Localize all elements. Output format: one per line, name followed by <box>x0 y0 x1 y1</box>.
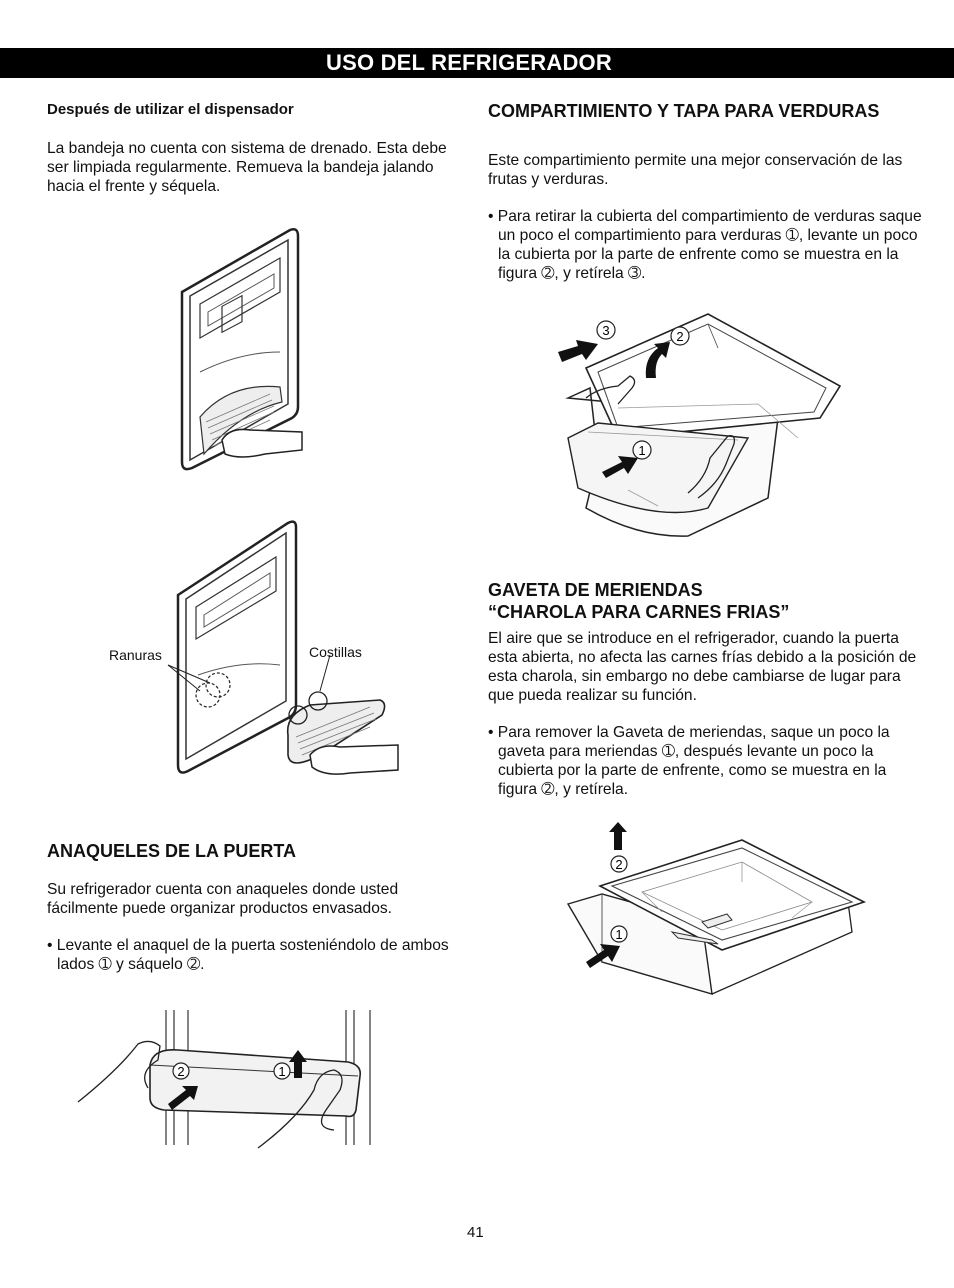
snack-drawer-body: El aire que se introduce en el refrigerador, cuando la puerta esta abierta, no afecta las carnes frías debido a la posición de esta charola, sin embargo no debe cambiarse de lugar para que pueda realizar su función. <box>488 630 917 704</box>
snack-drawer-title-line2: “CHAROLA PARA CARNES FRIAS” <box>488 602 790 622</box>
page-number: 41 <box>467 1224 484 1241</box>
crisper-marker-1: 1 <box>638 443 646 458</box>
crisper-marker-2: 2 <box>676 329 684 344</box>
door-shelves-title: ANAQUELES DE LA PUERTA <box>47 841 297 861</box>
crisper-bullet: • Para retirar la cubierta del compartimiento de verduras saque un poco el compartimiento para verduras ➀, levante un poco la cubierta por la parte de enfrente como se muestra en la figura ➁, y retírela ➂. <box>488 208 922 282</box>
snack-marker-1: 1 <box>615 927 623 942</box>
dispenser-subtitle: Después de utilizar el dispensador <box>47 101 294 118</box>
crisper-title: COMPARTIMIENTO Y TAPA PARA VERDURAS <box>488 101 880 121</box>
door-shelves-bullet: • Levante el anaquel de la puerta sosteniéndolo de ambos lados ➀ y sáquelo ➁. <box>47 937 449 973</box>
crisper-marker-3: 3 <box>602 323 610 338</box>
label-ribs: Costillas <box>309 644 362 660</box>
dispenser-body: La bandeja no cuenta con sistema de drenado. Esta debe ser limpiada regularmente. Remueva la bandeja jalando hacia el frente y séquela. <box>47 140 447 195</box>
section-banner <box>0 48 954 78</box>
door-shelf-figure <box>78 1010 378 1152</box>
shelf-marker-2: 2 <box>177 1064 185 1079</box>
label-slots: Ranuras <box>109 647 162 663</box>
door-shelves-body: Su refrigerador cuenta con anaqueles donde usted fácilmente puede organizar productos envasados. <box>47 881 399 917</box>
dispenser-tray-removal-figure <box>170 222 310 472</box>
snack-marker-2: 2 <box>615 857 623 872</box>
snack-drawer-title-line1: GAVETA DE MERIENDAS <box>488 580 703 600</box>
crisper-body: Este compartimiento permite una mejor conservación de las frutas y verduras. <box>488 152 903 188</box>
shelf-marker-1: 1 <box>278 1064 286 1079</box>
dispenser-slots-ribs-figure <box>170 515 405 780</box>
snack-drawer-figure <box>562 822 867 1012</box>
snack-drawer-bullet: • Para remover la Gaveta de meriendas, saque un poco la gaveta para meriendas ➀, después levante un poco la cubierta por la parte de enfrente, como se muestra en la figura ➁, y retírela. <box>488 724 890 798</box>
crisper-drawer-figure <box>558 308 846 540</box>
page-title: USO DEL REFRIGERADOR <box>326 50 612 75</box>
